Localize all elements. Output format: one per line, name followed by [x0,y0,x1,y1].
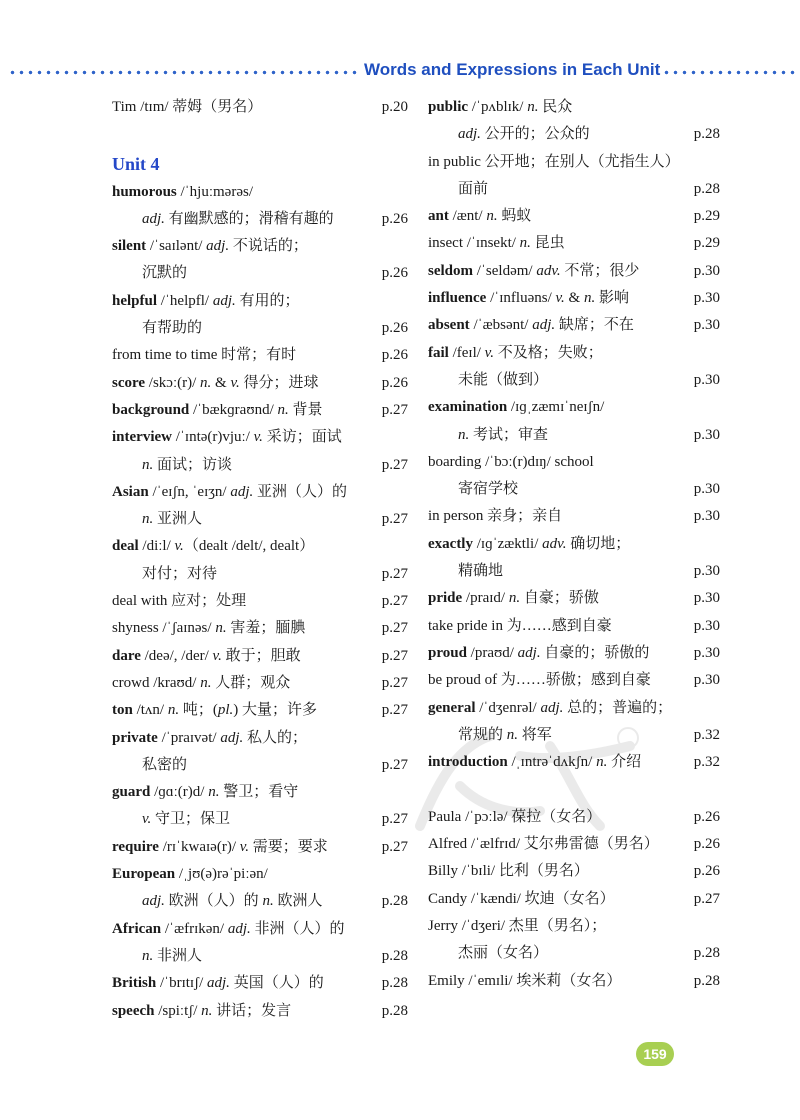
entry-text: 对付；对待 [142,565,218,582]
part-of-speech: adv. [542,535,567,552]
entry-text: /ɪɡˌzæmɪˈneɪʃn/ [507,399,605,416]
headword: dare [112,647,141,664]
part-of-speech: v. [212,647,222,664]
entry-continuation [428,476,720,503]
page-ref: p.26 [693,863,720,880]
headword: fail [428,344,449,361]
entry-text: boarding /ˈbɔː(r)dɪŋ/ school [428,453,594,470]
page-ref: p.28 [381,1002,408,1019]
page-ref: p.26 [381,347,408,364]
entry-text: 得分；进球 [239,374,319,391]
entry-text: 亚洲（人）的 [253,483,348,500]
entry-text: 总的；普遍的； [563,699,673,716]
entry-text: & [564,290,584,307]
part-of-speech: pl. [217,702,234,719]
page-ref: p.26 [381,374,408,391]
entry-text: /ˈpraɪvət/ [157,729,221,746]
page-ref: p.26 [381,320,408,337]
headword: proud [428,644,467,661]
page-ref: p.20 [381,99,408,115]
part-of-speech: v. [142,811,152,828]
part-of-speech: n. [200,674,212,691]
entry-continuation [112,752,408,779]
vocab-entry [112,697,408,724]
headword: ton [112,702,133,719]
headword: interview [112,429,172,446]
page-ref: p.27 [381,702,408,719]
vocab-entry [428,203,720,230]
entry-text: 英国（人）的 [229,975,324,992]
entry-continuation [112,561,408,588]
entry-text: Tim /tɪm/ 蒂姆（男名） [112,99,263,115]
entry-text: Emily /ˈemɪli/ 埃米莉（女名） [428,972,622,989]
page-header [0,58,800,86]
vocab-entry [428,394,720,421]
entry-text: /praʊd/ [466,644,518,661]
page-ref: p.27 [381,565,408,582]
entry-text: 欧洲（人）的 [164,893,263,910]
headword: Asian [112,483,149,500]
entry-continuation [428,176,720,203]
part-of-speech: n. [596,754,608,771]
part-of-speech: adj. [220,729,244,746]
entry-text: 守卫；保卫 [151,811,231,828]
entry-text: 确切地； [566,535,631,552]
vocab-entry [112,615,408,642]
page-ref: p.26 [381,210,408,227]
part-of-speech: adj. [142,210,165,227]
headword: African [112,920,162,937]
headword: examination [428,399,508,416]
part-of-speech: adj. [540,699,564,716]
entry-text: 有帮助的 [142,320,203,337]
entry-text: 欧洲人 [273,893,323,910]
entry-text: 沉默的 [142,265,188,282]
part-of-speech: n. [527,99,539,115]
entry-text: 有用的； [235,292,300,309]
entry-text: Jerry /ˈdʒeri/ 杰里（男名）； [428,917,607,934]
spacer [112,121,408,148]
page-ref: p.30 [693,563,720,580]
page-ref: p.30 [693,672,720,689]
entry-text: 民众 [538,99,573,115]
part-of-speech: v. [484,344,494,361]
headword: helpful [112,292,158,309]
headword: deal [112,538,139,555]
part-of-speech: n. [277,401,289,418]
part-of-speech: n. [142,511,154,528]
vocab-entry [428,449,720,476]
headword: private [112,729,158,746]
vocab-entry [112,670,408,697]
page-ref: p.27 [381,674,408,691]
entry-text: 采访；面试 [262,429,342,446]
vocab-entry [428,149,720,176]
entry-text: （dealt /delt/, dealt） [183,538,315,555]
headword: seldom [428,262,473,279]
part-of-speech: n. [142,456,154,473]
page-ref: p.28 [381,975,408,992]
entry-text: /ˈbækɡraʊnd/ [189,401,278,418]
vocab-entry [112,725,408,752]
entry-text: Alfred /ˈælfrɪd/ 艾尔弗雷德（男名） [428,836,659,853]
entry-text: in public 公开地；在别人（尤指生人） [428,153,680,170]
spacer [428,776,720,803]
entry-text: shyness /ˈʃaɪnəs/ [112,620,216,637]
entry-continuation [112,806,408,833]
left-column [112,94,408,1025]
entry-text: 人群；观众 [211,674,291,691]
headword: absent [428,317,470,334]
entry-text: 将军 [518,726,552,743]
page-ref: p.30 [693,290,720,307]
page-ref: p.28 [693,126,720,143]
part-of-speech: n. [583,290,596,307]
header-title: Words and Expressions in Each Unit [364,60,661,79]
entry-text: take pride in 为……感到自豪 [428,617,612,634]
page-ref: p.27 [381,838,408,855]
part-of-speech: adj. [206,238,230,255]
entry-text: 昆虫 [530,235,565,252]
vocab-entry [112,998,408,1025]
page-ref: p.30 [693,426,720,443]
entry-text: 非洲人 [153,947,203,964]
entry-text: 蚂蚁 [497,208,532,225]
entry-continuation [112,260,408,287]
entry-text: /ˈdʒenrəl/ [475,699,541,716]
vocab-entry [428,285,720,312]
entry-continuation [112,506,408,533]
entry-text: /ˈɪntə(r)vjuː/ [171,429,254,446]
headword: humorous [112,183,177,200]
vocab-entry [428,831,720,858]
part-of-speech: n. [519,235,531,252]
part-of-speech: adj. [207,975,230,992]
entry-text: 精确地 [458,563,504,580]
headword: pride [428,590,463,607]
vocab-entry [112,479,408,506]
page-ref: p.27 [381,456,408,473]
vocab-entry [428,503,720,530]
entry-continuation [112,888,408,915]
entry-text: be proud of 为……骄傲；感到自豪 [428,672,651,689]
vocab-entry [112,397,408,424]
vocab-entry [428,913,720,940]
headword: exactly [428,535,473,552]
entry-text: deal with 应对；处理 [112,593,247,610]
entry-text: 介绍 [607,754,642,771]
entry-text: /ˌɪntrəˈdʌkʃn/ [507,754,597,771]
page-ref: p.27 [381,620,408,637]
entry-text: /ænt/ [448,208,487,225]
headword: public [428,99,469,115]
page-ref: p.27 [381,647,408,664]
page-ref: p.30 [693,262,720,279]
entry-continuation [112,452,408,479]
entry-continuation [112,315,408,342]
entry-text: 考试；审查 [469,426,549,443]
right-column [428,94,720,995]
entry-text: /ˌjʊ(ə)rəˈpiːən/ [175,866,268,883]
part-of-speech: n. [167,702,180,719]
vocab-entry [112,179,408,206]
page-ref: p.30 [693,617,720,634]
entry-text: 不说话的； [229,238,308,255]
headword: speech [112,1002,155,1019]
part-of-speech: adv. [536,262,561,279]
entry-text: /diːl/ [138,538,175,555]
entry-text: 自豪的；骄傲的 [540,644,650,661]
vocab-entry [428,968,720,995]
part-of-speech: n. [215,620,227,637]
headword: score [112,374,146,391]
page-ref: p.27 [381,593,408,610]
part-of-speech: n. [200,374,212,391]
part-of-speech: n. [486,208,498,225]
part-of-speech: v. [230,374,240,391]
page-ref: p.32 [693,726,720,743]
entry-text: /ˈæfrɪkən/ [161,920,228,937]
entry-text: 背景 [288,401,323,418]
entry-text: /ɪɡˈzæktli/ [472,535,543,552]
entry-text: 亚洲人 [153,511,203,528]
entry-text: /ˈhjuːmərəs/ [176,183,253,200]
vocab-entry [428,640,720,667]
page-ref: p.27 [693,890,720,907]
part-of-speech: n. [142,947,154,964]
vocab-entry [112,94,408,121]
vocab-entry [112,588,408,615]
page-ref: p.28 [381,947,408,964]
part-of-speech: n. [458,426,470,443]
page-ref: p.27 [381,756,408,773]
entry-text: 未能（做到） [458,371,549,388]
page-ref: p.30 [693,644,720,661]
page-ref: p.26 [693,836,720,853]
headword: ant [428,208,449,225]
vocab-entry [112,342,408,369]
vocab-entry [428,340,720,367]
vocab-entry [428,312,720,339]
entry-text: Billy /ˈbɪli/ 比利（男名） [428,863,589,880]
headword: British [112,975,157,992]
entry-text: crowd /kraʊd/ [112,674,201,691]
entry-text: 警卫；看守 [219,784,299,801]
page-ref: p.30 [693,317,720,334]
page-ref: p.30 [693,508,720,525]
vocab-entry [112,233,408,260]
entry-text: 影响 [595,290,629,307]
part-of-speech: v. [174,538,184,555]
entry-continuation [428,940,720,967]
entry-text: 有幽默感的；滑稽有趣的 [164,210,334,227]
vocab-entry [112,370,408,397]
part-of-speech: adj. [458,126,481,143]
entry-text: in person 亲身；亲自 [428,508,563,525]
entry-text: /ˈɪnfluəns/ [486,290,556,307]
page-ref: p.28 [693,180,720,197]
entry-text: /ɡɑː(r)d/ [150,784,209,801]
entry-text: 自豪；骄傲 [520,590,599,607]
entry-text: 寄宿学校 [458,481,519,498]
part-of-speech: n. [208,784,220,801]
vocab-entry [112,643,408,670]
vocab-entry [428,613,720,640]
entry-text: /ˈæbsənt/ [469,317,533,334]
entry-text: Paula /ˈpɔːlə/ 葆拉（女名） [428,808,602,825]
page-ref: p.30 [693,590,720,607]
headword: background [112,401,190,418]
entry-text: 私密的 [142,756,188,773]
part-of-speech: adj. [227,920,251,937]
entry-text: /ˈsaɪlənt/ [146,238,207,255]
headword: influence [428,290,487,307]
vocab-entry [112,916,408,943]
entry-text: /ˈbrɪtɪʃ/ [156,975,208,992]
entry-text: 非洲（人）的 [250,920,345,937]
entry-text: /ˈseldəm/ [473,262,537,279]
entry-text: /deə/, /der/ [140,647,213,664]
header-dots-left [8,70,358,75]
headword: European [112,866,176,883]
entry-text: 敢于；胆敢 [221,647,301,664]
entry-text: Candy /ˈkændi/ 坎迪（女名） [428,890,615,907]
entry-text: /feɪl/ [448,344,485,361]
entry-text: ) 大量；许多 [233,702,318,719]
entry-text: 讲话；发言 [212,1002,292,1019]
entry-text: from time to time 时常；有时 [112,347,297,364]
headword: silent [112,238,147,255]
vocab-entry [428,749,720,776]
entry-text: 吨；( [179,702,218,719]
headword: general [428,699,476,716]
part-of-speech: adj. [532,317,556,334]
entry-continuation [112,943,408,970]
page-ref: p.27 [381,811,408,828]
entry-text: /praɪd/ [462,590,509,607]
part-of-speech: n. [262,893,274,910]
page-ref: p.27 [381,511,408,528]
entry-continuation [112,206,408,233]
vocab-entry [112,970,408,997]
entry-text: 不常；很少 [560,262,640,279]
page-ref: p.30 [693,371,720,388]
entry-text: /skɔː(r)/ [145,374,201,391]
entry-continuation [428,121,720,148]
entry-text: 害羞；腼腆 [226,620,306,637]
vocab-entry [428,858,720,885]
entry-text: 杰丽（女名） [458,945,549,962]
headword: guard [112,784,151,801]
entry-text: 常规的 [458,726,507,743]
page-ref: p.28 [693,972,720,989]
header-dots-right [662,70,796,75]
page-ref: p.27 [381,401,408,418]
page-ref: p.32 [693,754,720,771]
vocab-entry [112,533,408,560]
entry-text: insect /ˈɪnsekt/ [428,235,520,252]
vocab-entry [428,258,720,285]
part-of-speech: adj. [142,893,165,910]
entry-text: /ˈeɪʃn, ˈeɪʒn/ [148,483,231,500]
vocab-entry [428,531,720,558]
vocab-entry [112,424,408,451]
entry-text: 不及格；失败； [493,344,603,361]
vocab-entry [112,861,408,888]
entry-continuation [428,367,720,394]
entry-text: /tʌn/ [132,702,168,719]
page-ref: p.29 [693,235,720,252]
entry-text: 面试；访谈 [153,456,233,473]
part-of-speech: adj. [517,644,541,661]
vocab-entry [428,94,720,121]
entry-continuation [428,422,720,449]
page-ref: p.28 [693,945,720,962]
entry-text: & [211,374,231,391]
headword: require [112,838,159,855]
part-of-speech: n. [506,726,519,743]
entry-text: /ˈhelpfl/ [157,292,213,309]
part-of-speech: n. [508,590,521,607]
part-of-speech: n. [201,1002,213,1019]
page-ref: p.30 [693,481,720,498]
vocab-entry [428,230,720,257]
vocab-entry [112,779,408,806]
entry-text: 公开的；公众的 [480,126,590,143]
page-ref: p.26 [381,265,408,282]
entry-text: /spiːtʃ/ [154,1002,202,1019]
headword: introduction [428,754,508,771]
page-ref: p.28 [381,893,408,910]
part-of-speech: v. [555,290,565,307]
entry-text: /rɪˈkwaɪə(r)/ [158,838,240,855]
entry-text: 缺席；不在 [555,317,634,334]
part-of-speech: adj. [230,483,254,500]
unit-heading: Unit 4 [112,153,160,174]
vocab-entry [428,585,720,612]
entry-text: 需要；要求 [249,838,328,855]
part-of-speech: adj. [212,292,236,309]
entry-text: /ˈpʌblɪk/ [468,99,528,115]
entry-text: 面前 [458,180,489,197]
vocab-entry [428,695,720,722]
entry-continuation [428,558,720,585]
page-ref: p.29 [693,208,720,225]
entry-continuation [428,722,720,749]
page-ref: p.26 [693,808,720,825]
part-of-speech: v. [253,429,263,446]
page-number-badge: 159 [636,1042,674,1066]
entry-text: 私人的； [243,729,307,746]
part-of-speech: v. [239,838,250,855]
vocab-entry [428,804,720,831]
vocab-entry [428,667,720,694]
vocab-entry [112,288,408,315]
vocab-entry [428,886,720,913]
vocab-entry [112,834,408,861]
